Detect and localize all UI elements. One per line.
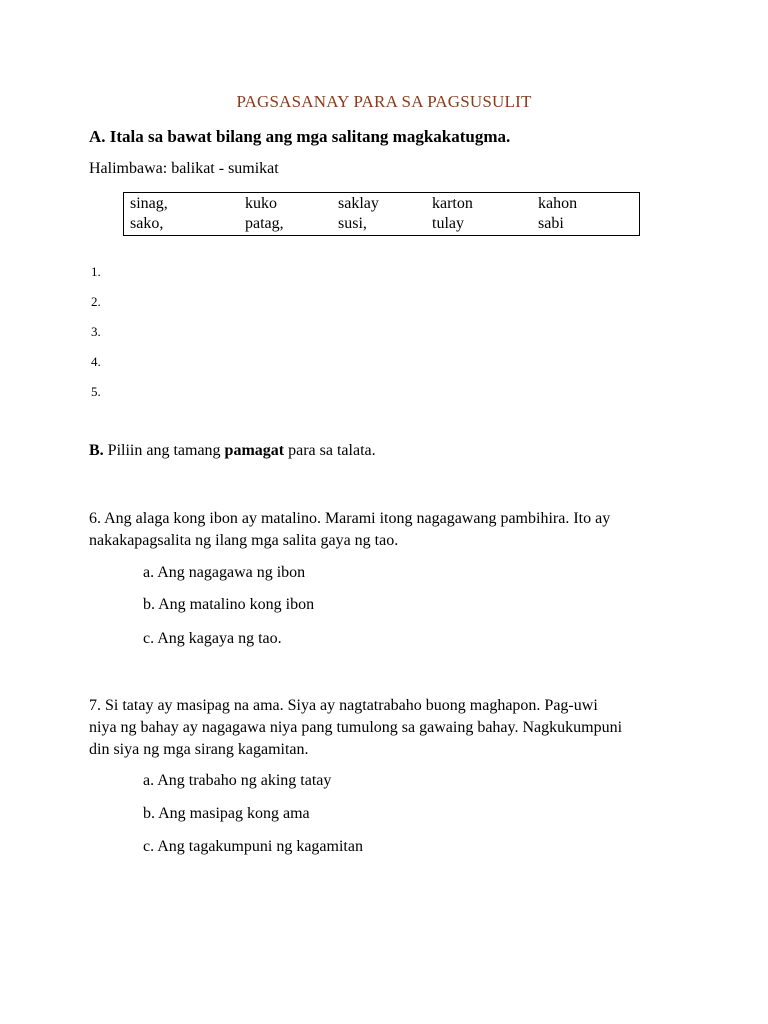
question-7-line: niya ng bahay ay nagagawa niya pang tumulong sa gawaing bahay. Nagkukumpuni	[89, 719, 623, 736]
question-6-line: nakakapagsalita ng ilang mga salita gaya ng tao.	[89, 532, 399, 549]
word-bank-item: sabi	[538, 215, 564, 232]
question-7-option-b: b. Ang masipag kong ama	[143, 805, 310, 822]
word-bank-item: sinag,	[130, 195, 168, 212]
word-bank-item: kahon	[538, 195, 578, 212]
word-bank-item: tulay	[432, 215, 464, 232]
section-b-heading	[89, 442, 376, 460]
word-bank-box	[123, 192, 640, 236]
question-7-line: din siya ng mga sirang kagamitan.	[89, 741, 309, 758]
answer-number: 5.	[91, 384, 101, 399]
word-bank-item: kuko	[245, 195, 277, 212]
page-title: PAGSASANAY PARA SA PAGSUSULIT	[236, 92, 532, 111]
example-text: Halimbawa: balikat - sumikat	[89, 160, 279, 177]
question-7-option-a: a. Ang trabaho ng aking tatay	[143, 772, 332, 789]
question-6-option-a: a. Ang nagagawa ng ibon	[143, 564, 306, 581]
answer-number: 4.	[91, 354, 101, 369]
question-6-option-b: b. Ang matalino kong ibon	[143, 596, 315, 613]
section-b-label: B.	[89, 442, 104, 459]
word-bank-item: patag,	[245, 215, 284, 232]
question-6-option-c: c. Ang kagaya ng tao.	[143, 630, 282, 647]
word-bank-item: karton	[432, 195, 473, 212]
word-bank-item: susi,	[338, 215, 367, 232]
section-b-text: Piliin ang tamang	[103, 442, 225, 459]
answer-number: 3.	[91, 324, 101, 339]
question-7-option-c: c. Ang tagakumpuni ng kagamitan	[143, 838, 363, 855]
word-bank-item: sako,	[130, 215, 164, 232]
answer-number: 2.	[91, 294, 101, 309]
section-b-text-end: para sa talata.	[284, 442, 376, 459]
question-6-line: 6. Ang alaga kong ibon ay matalino. Marami itong nagagawang pambihira. Ito ay	[89, 510, 611, 527]
section-b-emphasis: pamagat	[224, 442, 285, 459]
section-a-heading: A. Itala sa bawat bilang ang mga salitang magkakatugma.	[89, 127, 511, 146]
answer-number: 1.	[91, 264, 101, 279]
question-7-line: 7. Si tatay ay masipag na ama. Siya ay nagtatrabaho buong maghapon. Pag-uwi	[89, 697, 598, 714]
word-bank-item: saklay	[338, 195, 379, 212]
